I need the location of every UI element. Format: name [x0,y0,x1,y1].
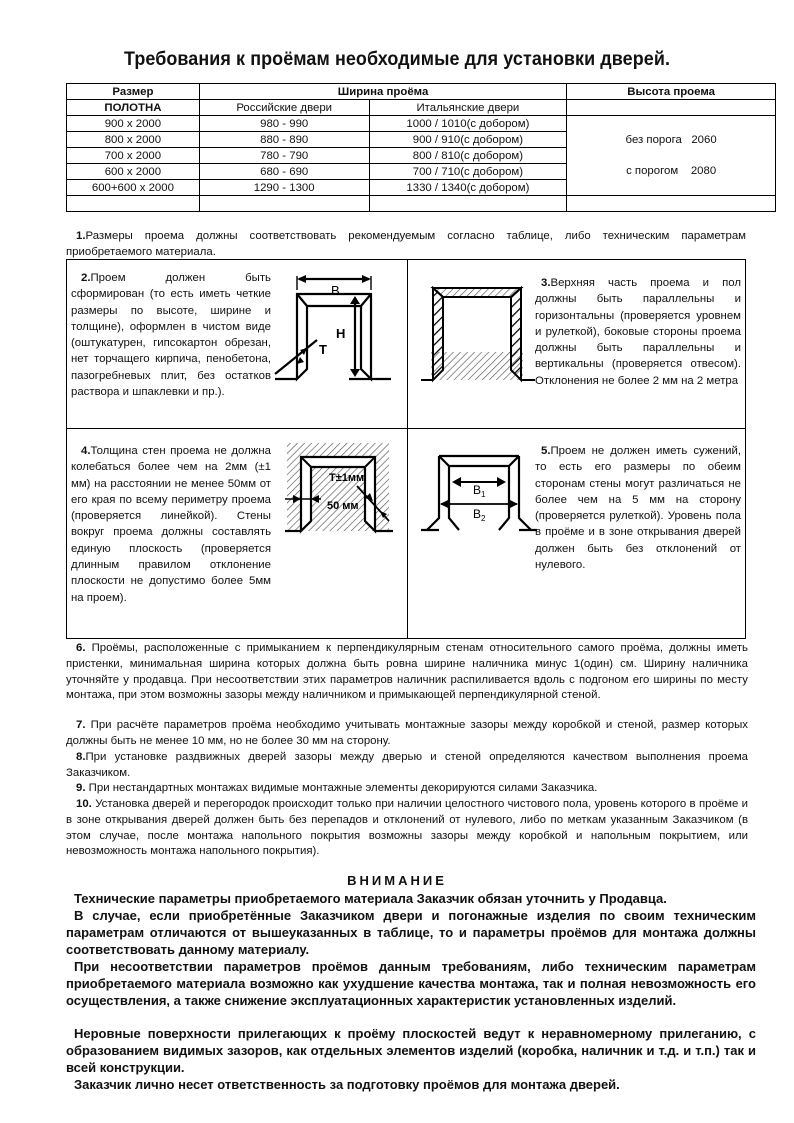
requirement-6 [66,641,748,704]
requirement-number: 7. [76,719,86,731]
cell-russian: 680 - 690 [199,164,369,180]
requirement-number: 9. [76,782,86,794]
opening-dimensions-diagram-icon [271,266,407,390]
warning-text: В случае, если приобретённые Заказчиком двери и погонажные изделия по своим техническим параметрам отличаются от вышеуказанных в таблице, то и параметры проёмов для монтажа должны соответствовать данному материалу. [66,908,756,957]
header-russian: Российские двери [199,100,369,116]
cell-italian: 700 / 710(с добором) [369,164,567,180]
narrowing-diagram-icon [419,448,539,538]
requirement-7 [66,718,748,750]
requirement-number: 3. [541,277,551,289]
cell-size: 900 x 2000 [67,116,200,132]
cell-size: 600 x 2000 [67,164,200,180]
requirement-number: 6. [76,642,86,654]
header-height-empty [567,100,776,116]
warning-text: Заказчик лично несет ответственность за подготовку проёмов для монтажа дверей. [74,1077,620,1092]
label-50mm: 50 мм [327,500,359,512]
header-italian: Итальянские двери [369,100,567,116]
requirement-number: 8. [76,751,86,763]
cell-empty [199,196,369,212]
header-height-group: Высота проема [567,84,776,100]
requirement-number: 1. [76,230,86,242]
table-row [67,116,776,132]
svg-text:H: H [336,326,346,341]
requirement-number: 4. [81,445,91,457]
height-with-threshold: с порогом 2080 [626,164,717,177]
cell-empty [369,196,567,212]
requirement-text: При нестандартных монтажах видимые монтажные элементы декорируются силами Заказчика. [88,782,598,794]
cell-russian: 880 - 890 [199,132,369,148]
cell-empty [67,196,200,212]
requirement-number: 5. [541,445,551,457]
cell-russian: 980 - 990 [199,116,369,132]
header-width-group: Ширина проёма [199,84,566,100]
warning-text: Технические параметры приобретаемого материала Заказчик обязан уточнить у Продавца. [74,891,667,906]
requirement-text: Установка дверей и перегородок происходит только при наличии целостного чистового пола, уровень которого в проёме и в зоне открывания дверей должен быть без перепадов и отклонений от нулевого, либо по меткам указанным Заказчиком (в этом случае, после монтажа напольного покрытия возможны зазоры между коробкой и напольным покрытием, или невозможность монтажа напольного покрытия). [66,798,749,858]
warning-paragraph [66,1025,756,1076]
label-b: B [331,283,340,298]
svg-text:T: T [319,342,327,357]
header-size-line1: Размер [67,84,200,100]
warning-paragraph [66,907,756,958]
requirement-3 [535,275,741,389]
grid-divider-vertical [407,260,408,638]
warning-text: При несоответствии параметров проёмов данным требованиям, либо техническим параметрам приобретаемого материала возможно как ухудшение качества монтажа, так и полная невозможность его осуществления, а также снижение эксплуатационных характеристик установленных изделий. [66,959,756,1008]
grid-divider-horizontal [67,428,745,429]
warning-paragraph [66,958,756,1009]
requirement-2 [71,270,271,400]
requirement-4 [71,443,271,606]
cell-italian: 1330 / 1340(с добором) [369,180,567,196]
cell-size: 800 x 2000 [67,132,200,148]
table-subheader-row [67,100,776,116]
warning-title: ВНИМАНИЕ [347,873,447,888]
cell-russian: 1290 - 1300 [199,180,369,196]
warning-paragraph [66,1076,756,1093]
cell-italian: 1000 / 1010(с добором) [369,116,567,132]
cell-empty [567,196,776,212]
requirement-8 [66,750,748,782]
cell-russian: 780 - 790 [199,148,369,164]
label-b2: $B_2$ [473,507,486,523]
table-header-row [67,84,776,100]
wall-thickness-diagram-icon [285,441,405,541]
height-no-threshold: без порога 2060 [625,133,717,146]
requirement-text: При установке раздвижных дверей зазоры между дверью и стеной определяются качеством выполнения проема Заказчиком. [66,751,748,779]
requirement-number: 2. [81,272,91,284]
warning-text: Неровные поверхности прилегающих к проёму плоскостей ведут к неравномерному прилеганию, с образованием видимых зазоров, как отдельных элементов изделий (коробка, наличник и т.д. и т.п.) так и всей конструкции. [66,1026,756,1075]
requirement-1 [66,228,746,260]
cell-italian: 900 / 910(с добором) [369,132,567,148]
requirement-5 [535,443,741,573]
requirement-10 [66,797,748,860]
requirement-text: Размеры проема должны соответствовать рекомендуемым согласно таблице, либо техническим параметрам приобретаемого материала. [66,230,746,258]
requirement-text: Проёмы, расположенные с примыканием к перпендикулярным стенам относительного самого проёма, должны иметь пристенки, минимальная ширина которых должна быть ровна ширине наличника минус 1(один) см. Ширину наличника уточняйте у продавца. При несоответствии этих параметров наличник распиливается вдоль с подгоном его ширины по месту монтажа, при этом возможны зазоры между наличником и примыкающей перпендикулярной стеной. [66,642,748,702]
level-plumb-diagram-icon [419,280,539,390]
requirement-number: 10. [76,798,92,810]
cell-height-values [567,116,776,196]
header-size-line2: ПОЛОТНА [67,100,200,116]
label-t-tolerance: T±1мм [329,472,365,484]
cell-size: 600+600 x 2000 [67,180,200,196]
opening-size-table [66,83,776,212]
table-row-empty [67,196,776,212]
cell-italian: 800 / 810(с добором) [369,148,567,164]
label-b1: $B_1$ [473,483,486,499]
requirements-grid [66,259,746,639]
requirement-text: При расчёте параметров проёма необходимо учитывать монтажные зазоры между коробкой и стеной, размер которых должны быть не менее 10 мм, но не более 30 мм на сторону. [66,719,748,747]
requirement-text: Проем не должен иметь сужений, то есть его размеры по обеим сторонам стены могут различаться не более чем на 5 мм на сторону (проверяется рулеткой). Уровень пола в проёме и в зоне открывания дверей должен быть без отклонений от нулевого. [535,445,741,572]
cell-size: 700 x 2000 [67,148,200,164]
requirement-text: Толщина стен проема не должна колебаться более чем на 2мм (±1 мм) на расстоянии не менее 50мм от его края по всему периметру проема (проверяется линейкой). Стены вокруг проема должны составлять единую плоскость (проверяется длинным правилом отклонение плоскости не допустимо более 5мм на проем). [71,445,271,604]
requirement-text: Проем должен быть сформирован (то есть иметь четкие размеры по высоте, ширине и толщине), оформлен в чистом виде (оштукатурен, гипсокартон обрезан, нет торчащего кирпича, пенобетона, пазогребневых плит, без остатков раствора и шпаклевки и пр.). [71,272,271,399]
warning-paragraph [66,890,756,907]
requirement-9 [66,781,748,797]
page-title: Требования к проёмам необходимые для установки дверей. [123,48,671,70]
requirement-text: Верхняя часть проема и пол должны быть параллельны и горизонтальны (проверяется уровнем и рулеткой), боковые стороны проема должны быть параллельны и вертикальны (проверяется отвесом). Отклонения не более 2 мм на 2 метра [535,277,741,387]
